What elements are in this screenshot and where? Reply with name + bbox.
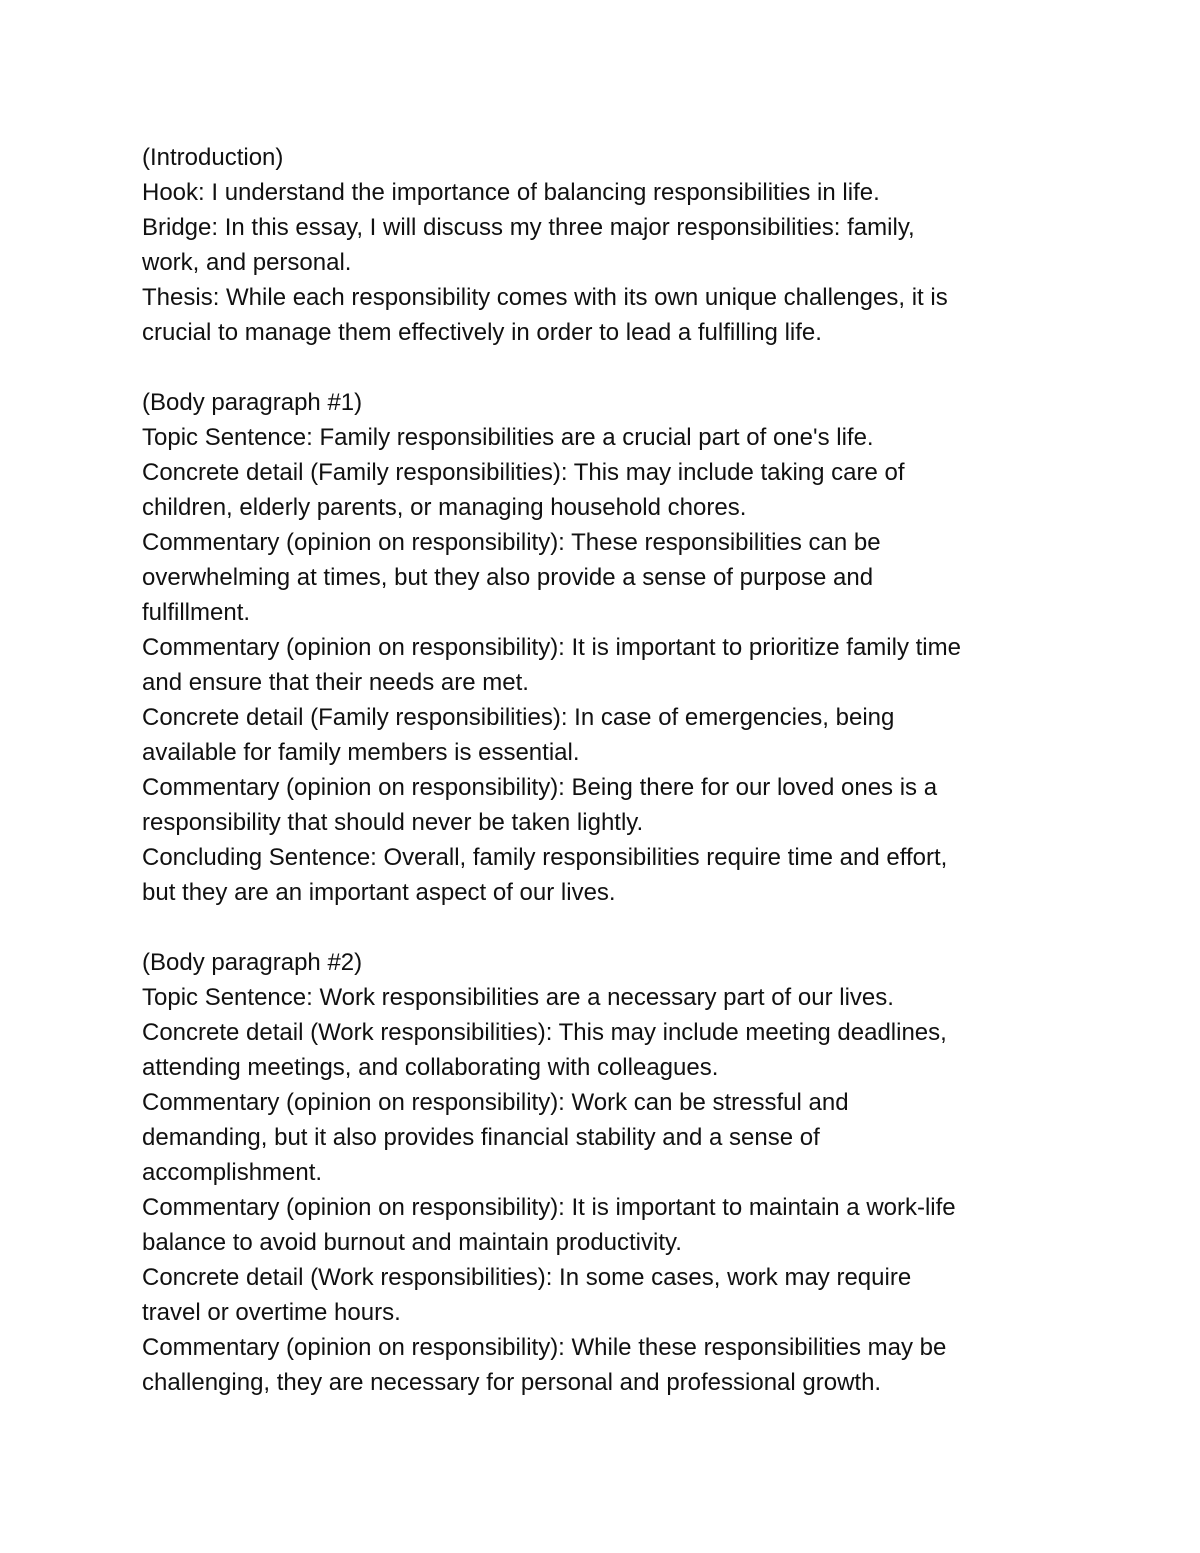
section-heading: (Introduction) (142, 144, 284, 171)
section-heading: (Body paragraph #1) (142, 389, 363, 416)
text-line: Commentary (opinion on responsibility): It is important to maintain a work-life (142, 1194, 956, 1221)
text-line: but they are an important aspect of our lives. (142, 879, 616, 906)
text-line: Concrete detail (Family responsibilities): In case of emergencies, being (142, 704, 895, 731)
text-line: demanding, but it also provides financial stability and a sense of (142, 1124, 820, 1151)
text-line: available for family members is essential. (142, 739, 580, 766)
text-line: challenging, they are necessary for personal and professional growth. (142, 1369, 882, 1396)
text-line: crucial to manage them effectively in order to lead a fulfilling life. (142, 319, 822, 346)
text-line: Commentary (opinion on responsibility): These responsibilities can be (142, 529, 881, 556)
text-line: Bridge: In this essay, I will discuss my three major responsibilities: family, (142, 214, 915, 241)
text-line: Topic Sentence: Work responsibilities are a necessary part of our lives. (142, 984, 894, 1011)
text-line: children, elderly parents, or managing household chores. (142, 494, 747, 521)
text-line: and ensure that their needs are met. (142, 669, 529, 696)
text-line: Topic Sentence: Family responsibilities are a crucial part of one's life. (142, 424, 874, 451)
text-line: Thesis: While each responsibility comes with its own unique challenges, it is (142, 284, 948, 311)
text-line: Concluding Sentence: Overall, family responsibilities require time and effort, (142, 844, 948, 871)
document-body (142, 140, 1082, 1400)
section-heading: (Body paragraph #2) (142, 949, 363, 976)
text-line: accomplishment. (142, 1159, 323, 1186)
body-paragraph-1-section (142, 385, 1082, 910)
text-line: overwhelming at times, but they also provide a sense of purpose and (142, 564, 874, 591)
text-line: travel or overtime hours. (142, 1299, 401, 1326)
introduction-section (142, 140, 1082, 350)
text-line: Concrete detail (Work responsibilities): This may include meeting deadlines, (142, 1019, 947, 1046)
body-paragraph-2-section (142, 945, 1082, 1400)
text-line: Commentary (opinion on responsibility): It is important to prioritize family time (142, 634, 961, 661)
text-line: balance to avoid burnout and maintain productivity. (142, 1229, 682, 1256)
text-line: Concrete detail (Family responsibilities): This may include taking care of (142, 459, 905, 486)
text-line: Commentary (opinion on responsibility): Work can be stressful and (142, 1089, 849, 1116)
text-line: attending meetings, and collaborating with colleagues. (142, 1054, 719, 1081)
text-line: Commentary (opinion on responsibility): While these responsibilities may be (142, 1334, 947, 1361)
text-line: Commentary (opinion on responsibility): Being there for our loved ones is a (142, 774, 938, 801)
text-line: Hook: I understand the importance of balancing responsibilities in life. (142, 179, 880, 206)
text-line: Concrete detail (Work responsibilities): In some cases, work may require (142, 1264, 912, 1291)
text-line: work, and personal. (142, 249, 352, 276)
text-line: responsibility that should never be taken lightly. (142, 809, 644, 836)
text-line: fulfillment. (142, 599, 251, 626)
